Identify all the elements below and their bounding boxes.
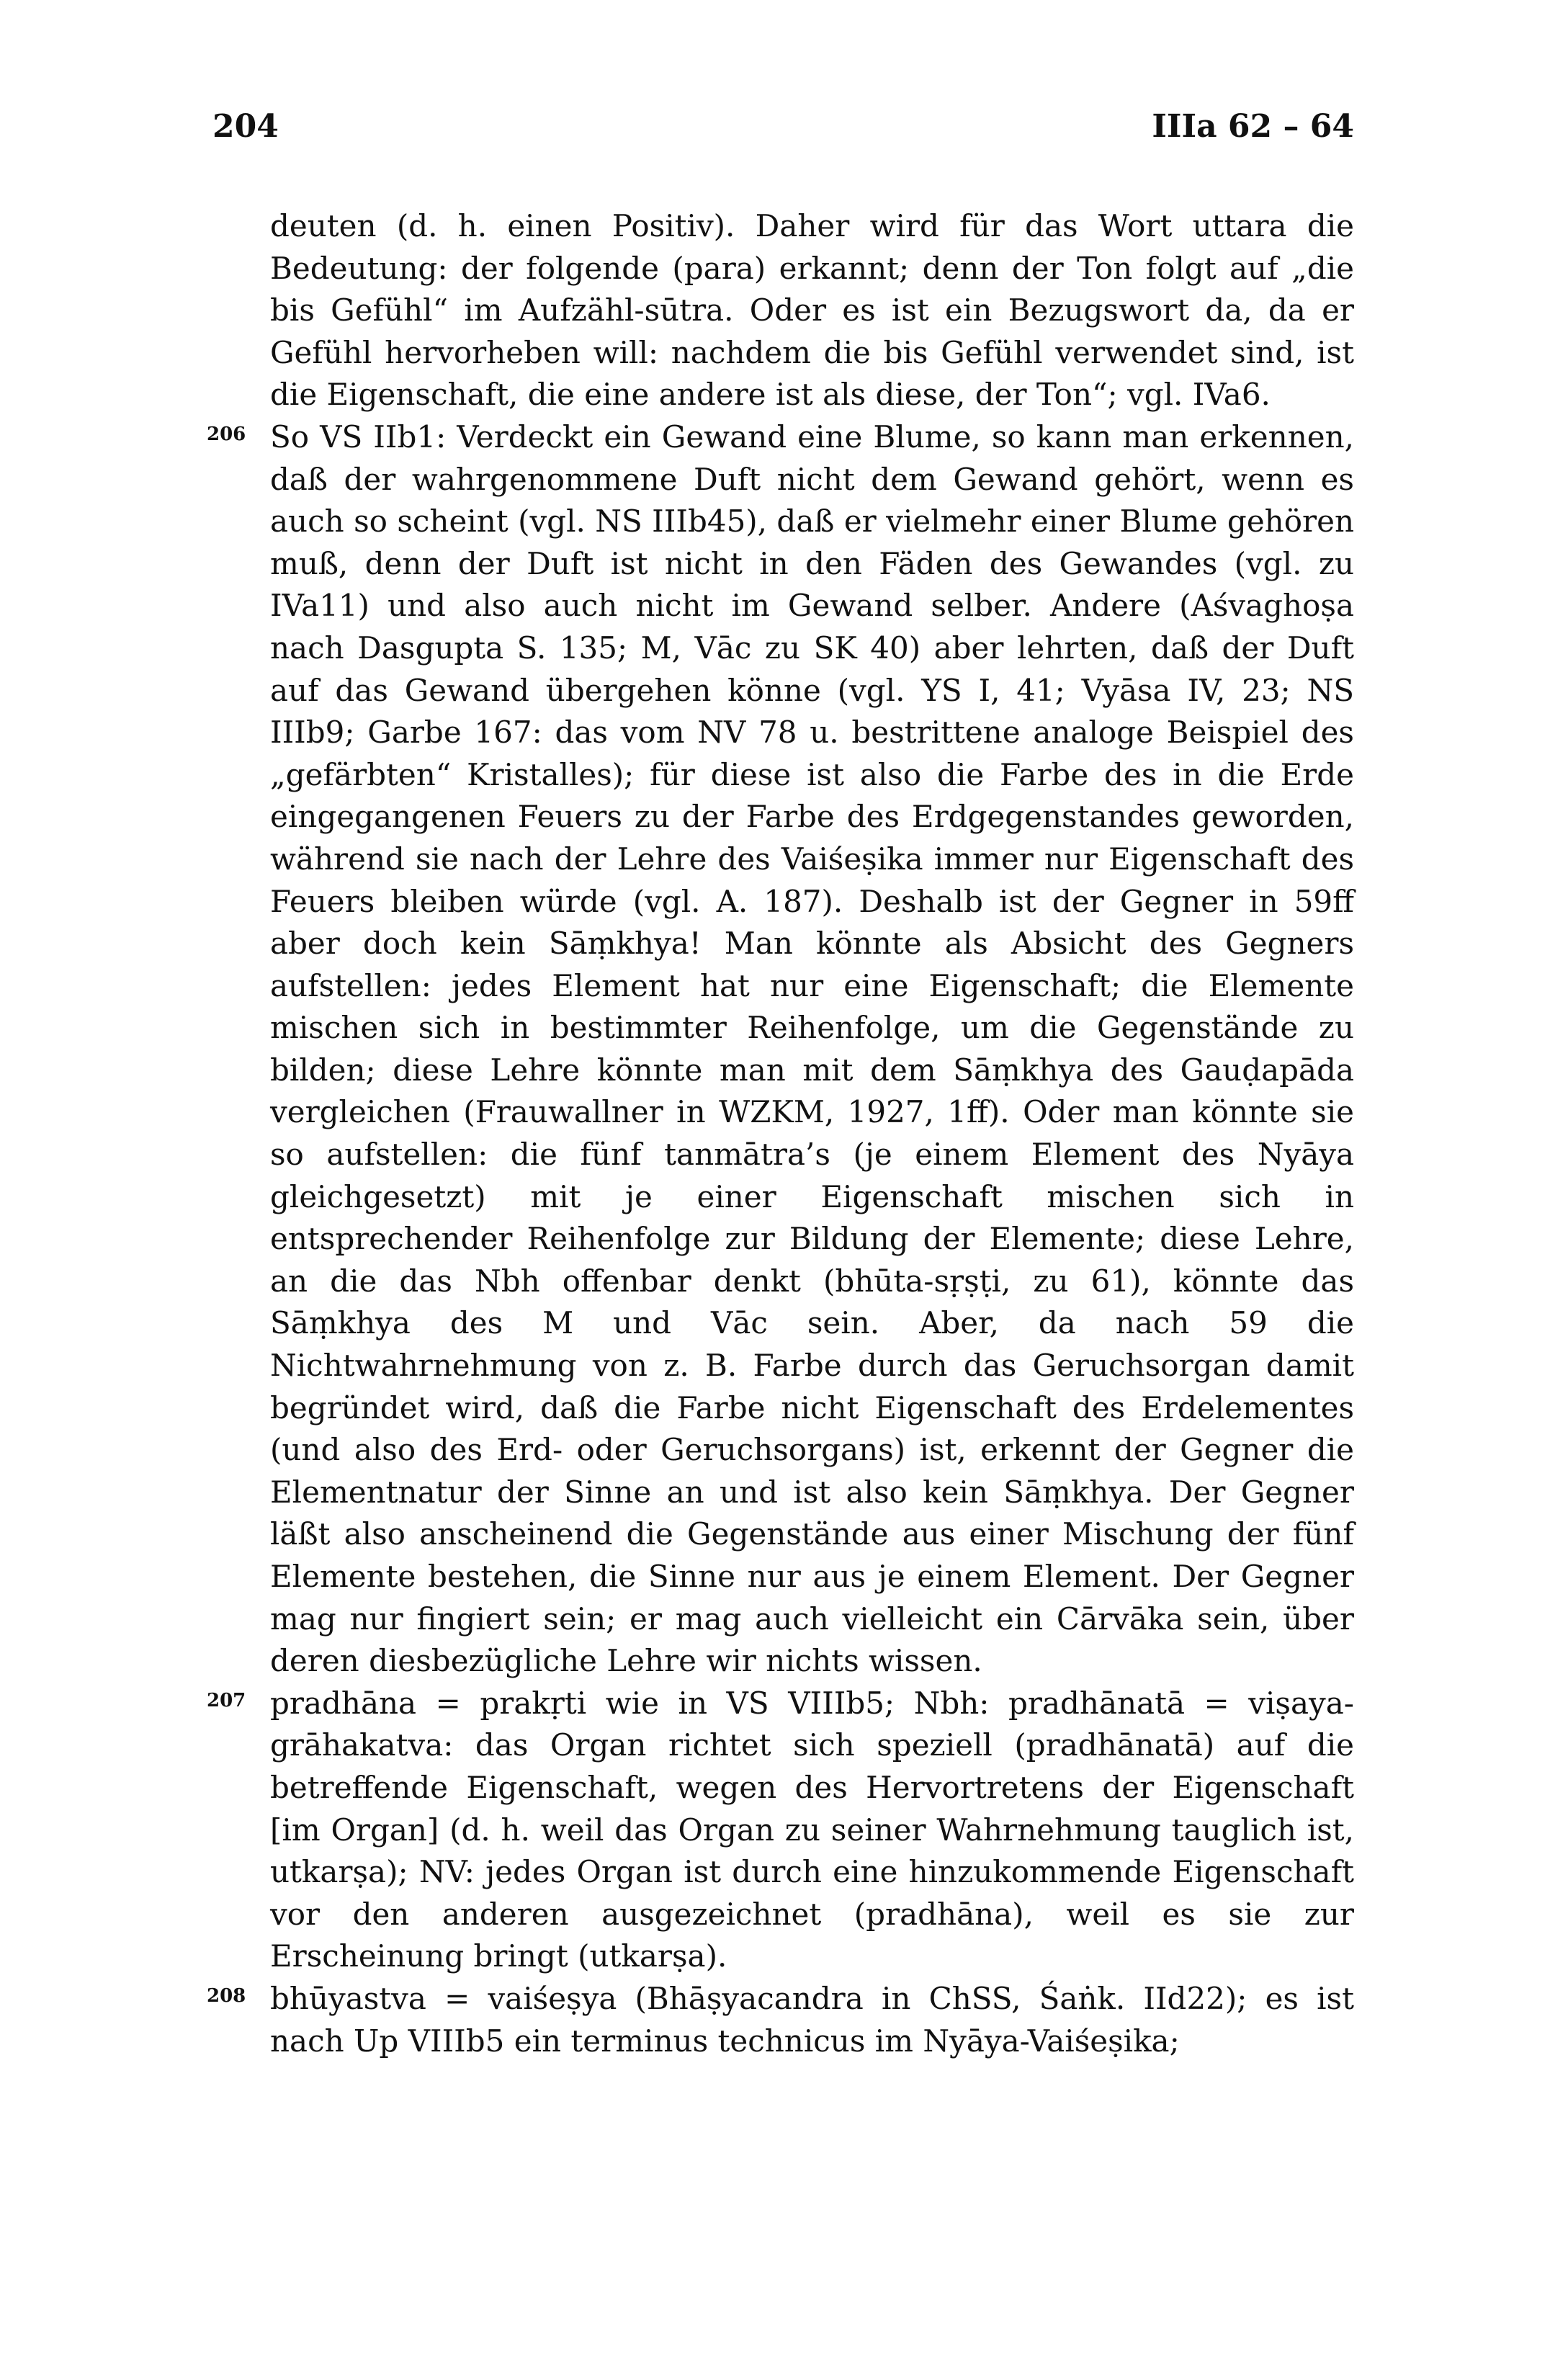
note-208 — [207, 1978, 1354, 2062]
note-text: pradhāna = prakṛti wie in VS VIIIb5; Nbh: pradhānatā = viṣayagrāhakatva: das Organ richtet sich speziell (pradhānatā) auf die betreffende Eigenschaft, wegen des Hervortretens der Eigenschaft [im Organ] (d. h. weil das Organ zu seiner Wahrnehmung tauglich ist, utkarṣa); NV: jedes Organ ist durch eine hinzukommende Eigenschaft vor den anderen ausgezeichnet (pradhāna), weil es sie zur Erscheinung bringt (utkarṣa). — [270, 1685, 1354, 1974]
note-number: 208 — [207, 1984, 246, 2007]
note-206 — [207, 416, 1354, 1683]
note-continuation — [270, 205, 1354, 416]
section-reference: IIIa 62 – 64 — [1152, 108, 1354, 145]
page-number: 204 — [212, 108, 279, 145]
note-text: deuten (d. h. einen Positiv). Daher wird für das Wort uttara die Bedeutung: der folgende (para) erkannt; denn der Ton folgt auf „die bis Gefühl“ im Aufzähl-sūtra. Oder es ist ein Bezugswort da, da er Gefühl hervorheben will: nachdem die bis Gefühl verwendet sind, ist die Eigenschaft, die eine andere ist als diese, der Ton“; vgl. IVa6. — [270, 208, 1354, 413]
note-text: So VS IIb1: Verdeckt ein Gewand eine Blume, so kann man erkennen, daß der wahrgenommene Duft nicht dem Gewand gehört, wenn es auch so scheint (vgl. NS IIIb45), daß er vielmehr einer Blume gehören muß, denn der Duft ist nicht in den Fäden des Gewandes (vgl. zu IVa11) und also auch nicht im Gewand selber. Andere (Aśvaghoṣa nach Dasgupta S. 135; M, Vāc zu SK 40) aber lehrten, daß der Duft auf das Gewand übergehen könne (vgl. YS I, 41; Vyāsa IV, 23; NS IIIb9; Garbe 167: das vom NV 78 u. bestrittene analoge Beispiel des „gefärbten“ Kristalles); für diese ist also die Farbe des in die Erde eingegangenen Feuers zu der Farbe des Erdgegenstandes geworden, während sie nach der Lehre des Vaiśeṣika immer nur Eigenschaft des Feuers bleiben würde (vgl. A. 187). Deshalb ist der Gegner in 59ff aber doch kein Sāṃkhya! Man könnte als Absicht des Gegners aufstellen: jedes Element hat nur eine Eigenschaft; die Elemente mischen sich in bestimmter Reihenfolge, um die Gegenstände zu bilden; diese Lehre könnte man mit dem Sāṃkhya des Gauḍapāda vergleichen (Frauwallner in WZKM, 1927, 1ff). Oder man könnte sie so aufstellen: die fünf tanmātra’s (je einem Element des Nyāya gleichgesetzt) mit je einer Eigenschaft mischen sich in entsprechender Reihenfolge zur Bildung der Elemente; diese Lehre, an die das Nbh offenbar denkt (bhūta-sṛṣṭi, zu 61), könnte das Sāṃkhya des M und Vāc sein. Aber, da nach 59 die Nichtwahrnehmung von z. B. Farbe durch das Geruchsorgan damit begründet wird, daß die Farbe nicht Eigenschaft des Erdelementes (und also des Erd- oder Geruchsorgans) ist, erkennt der Gegner die Elementnatur der Sinne an und ist also kein Sāṃkhya. Der Gegner läßt also anscheinend die Gegenstände aus einer Mischung der fünf Elemente bestehen, die Sinne nur aus je einem Element. Der Gegner mag nur fingiert sein; er mag auch vielleicht ein Cārvāka sein, über deren diesbezügliche Lehre wir nichts wissen. — [270, 418, 1354, 1679]
running-head — [212, 108, 1354, 151]
note-207 — [207, 1683, 1354, 1978]
note-number: 206 — [207, 423, 246, 445]
note-text: bhūyastva = vaiśeṣya (Bhāṣyacandra in ChSS, Śaṅk. IId22); es ist nach Up VIIIb5 ein terminus technicus im Nyāya-Vaiśeṣika; — [270, 1980, 1354, 2059]
note-number: 207 — [207, 1689, 246, 1711]
footnotes-body — [207, 205, 1354, 2062]
